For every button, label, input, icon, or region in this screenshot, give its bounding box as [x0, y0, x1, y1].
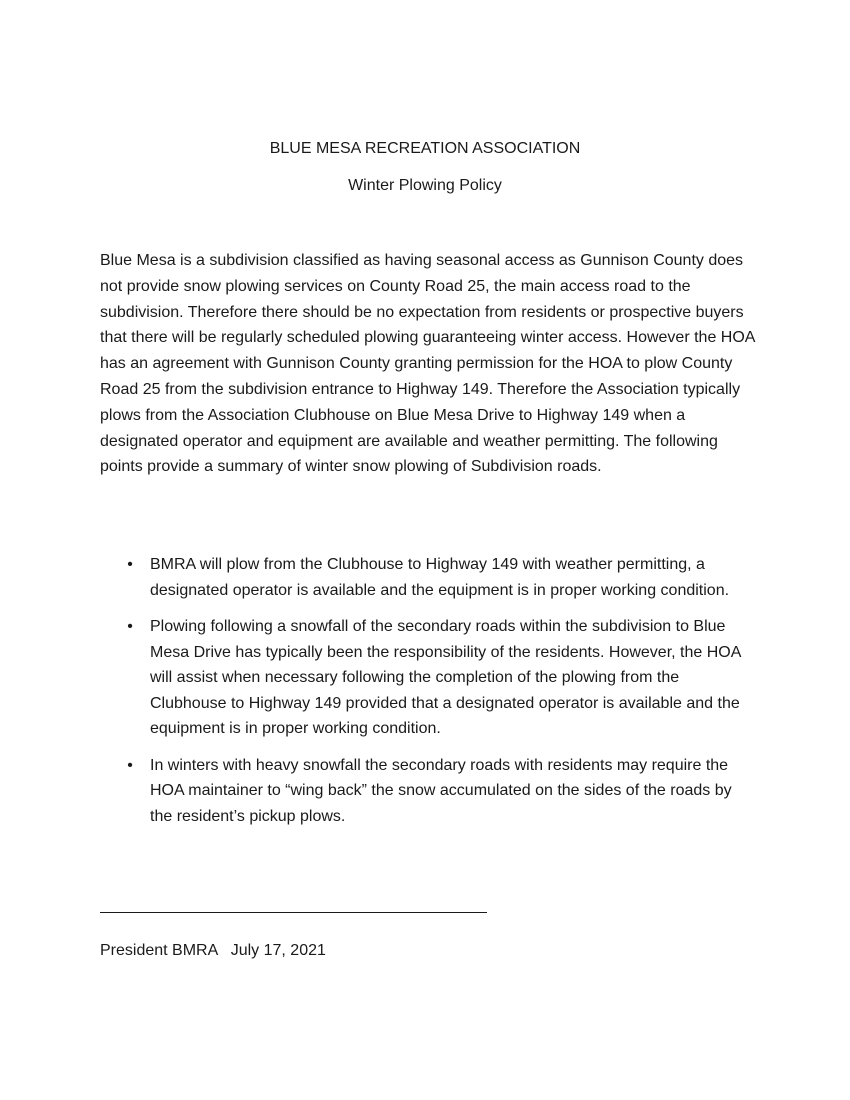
document-title: BLUE MESA RECREATION ASSOCIATION: [269, 140, 581, 157]
bullet-dot-icon: •: [127, 618, 133, 635]
bullet-dot-icon: •: [127, 556, 133, 573]
bullet-text: Plowing following a snowfall of the secondary roads within the subdivision to Blue Mesa Drive has typically been the responsibility of the residents. However, the HOA will assist when necessary following the completion of the plowing from the Clubhouse to Highway 149 provided that a designated operator is available and the equipment is in proper working condition.: [150, 618, 741, 737]
policy-bullet-list: [100, 552, 755, 840]
signature-line: [100, 912, 487, 913]
policy-bullet-item: [100, 753, 755, 830]
policy-bullet-item: [100, 614, 755, 742]
policy-bullet-item: [100, 552, 755, 603]
signature-block: President BMRA July 17, 2021: [100, 942, 326, 959]
intro-paragraph: Blue Mesa is a subdivision classified as having seasonal access as Gunnison County does not provide snow plowing services on County Road 25, the main access road to the subdivision. Therefore there should be no expectation from residents or prospective buyers that there will be regularly scheduled plowing guaranteeing winter access. However the HOA has an agreement with Gunnison County granting permission for the HOA to plow County Road 25 from the subdivision entrance to Highway 149. Therefore the Association typically plows from the Association Clubhouse on Blue Mesa Drive to Highway 149 when a designated operator and equipment are available and weather permitting. The following points provide a summary of winter snow plowing of Subdivision roads.: [100, 252, 755, 476]
bullet-text: BMRA will plow from the Clubhouse to Highway 149 with weather permitting, a designated operator is available and the equipment is in proper working condition.: [150, 556, 730, 599]
bullet-text: In winters with heavy snowfall the secondary roads with residents may require the HOA maintainer to “wing back” the snow accumulated on the sides of the roads by the resident’s pickup plows.: [150, 756, 732, 825]
document-subtitle: Winter Plowing Policy: [348, 177, 502, 194]
bullet-dot-icon: •: [127, 756, 133, 774]
